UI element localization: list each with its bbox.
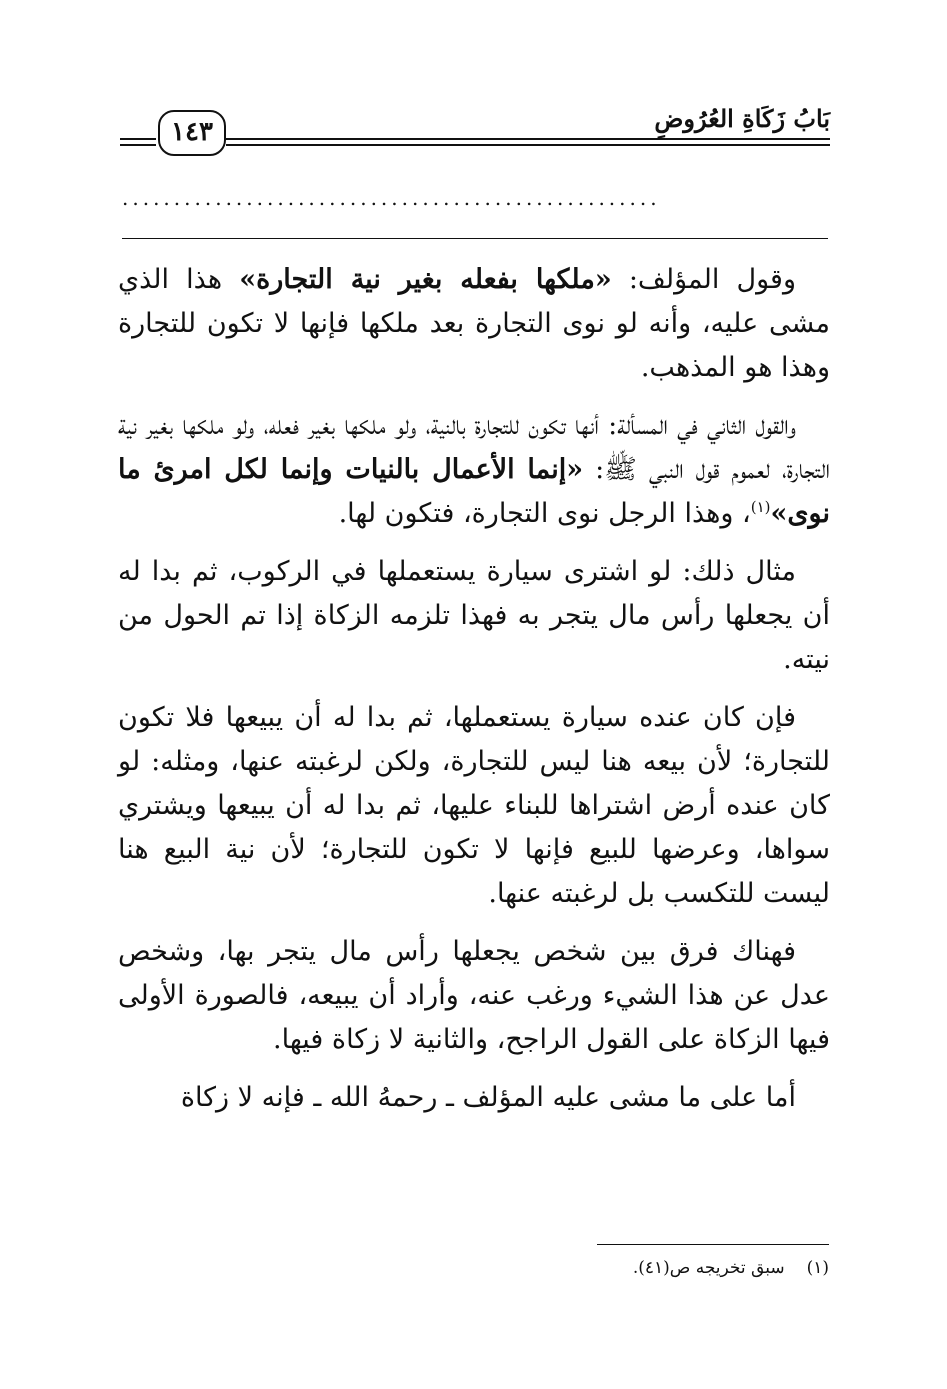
paragraph-1-text-b: هذا الذي مشى عليه، وأنه لو نوى التجارة بعد ملكها فإنها لا تكون للتجارة وهذا هو المذهب.	[118, 264, 830, 383]
paragraph-4: فإن كان عنده سيارة يستعملها، ثم بدا له أن يبيعها فلا تكون للتجارة؛ لأن بيعه هنا ليس للتجارة، ولكن لرغبته عنها، ومثله: لو كان عنده أرض اشتراها للبناء عليها، ثم بدا له أن يبيعها ويشتري سواها، وعرضها للبيع فإنها لا تكون للتجارة؛ لأن نية البيع هنا ليست للتكسب بل لرغبته عنها.	[118, 702, 830, 909]
paragraph-2-hadith: «إنما الأعمال بالنيات وإنما لكل امرئ ما نوى»	[118, 454, 830, 529]
page-number: ١٤٣	[158, 110, 226, 156]
dotted-line: ....................................................	[122, 188, 661, 208]
footnote-text: سبق تخريجه ص(٤١).	[632, 1258, 785, 1278]
footnote-reference: (١)	[750, 498, 771, 516]
header-rule-right	[226, 138, 830, 146]
paragraph-1-quote: «ملكها بفعله بغير نية التجارة»	[239, 264, 612, 295]
header-rule-left	[120, 138, 156, 146]
paragraph-6: أما على ما مشى عليه المؤلف ـ رحمهُ الله ـ فإنه لا زكاة	[180, 1082, 796, 1113]
footnote	[633, 1258, 829, 1278]
paragraph-3: مثال ذلك: لو اشترى سيارة يستعملها في الركوب، ثم بدا له أن يجعلها رأس مال يتجر به فهذا تلزمه الزكاة إذا تم الحول من نيته.	[118, 556, 830, 675]
paragraph-2	[118, 404, 830, 536]
footnote-separator	[597, 1244, 829, 1245]
paragraph-2-text-a: والقول الثاني في المسألة: أنها تكون للتجارة بالنية، ولو ملكها بغير فعله، ولو ملكها بغير نية التجارة، لعموم قول النبي ﷺ:	[118, 410, 831, 485]
body-text	[118, 258, 830, 1134]
footnote-number: (١)	[806, 1258, 829, 1278]
page-header	[120, 104, 830, 160]
paragraph-1-text-a: وقول المؤلف:	[611, 264, 796, 295]
chapter-title: بَابُ زَكَاةِ العُرُوضِ	[654, 104, 830, 133]
paragraph-1	[118, 258, 830, 390]
paragraph-2-text-b: ، وهذا الرجل نوى التجارة، فتكون لها.	[338, 498, 751, 529]
paragraph-5: فهناك فرق بين شخص يجعلها رأس مال يتجر بها، وشخص عدل عن هذا الشيء ورغب عنه، وأراد أن يبيعه، فالصورة الأولى فيها الزكاة على القول الراجح، والثانية لا زكاة فيها.	[118, 936, 830, 1055]
separator-line	[122, 238, 828, 239]
